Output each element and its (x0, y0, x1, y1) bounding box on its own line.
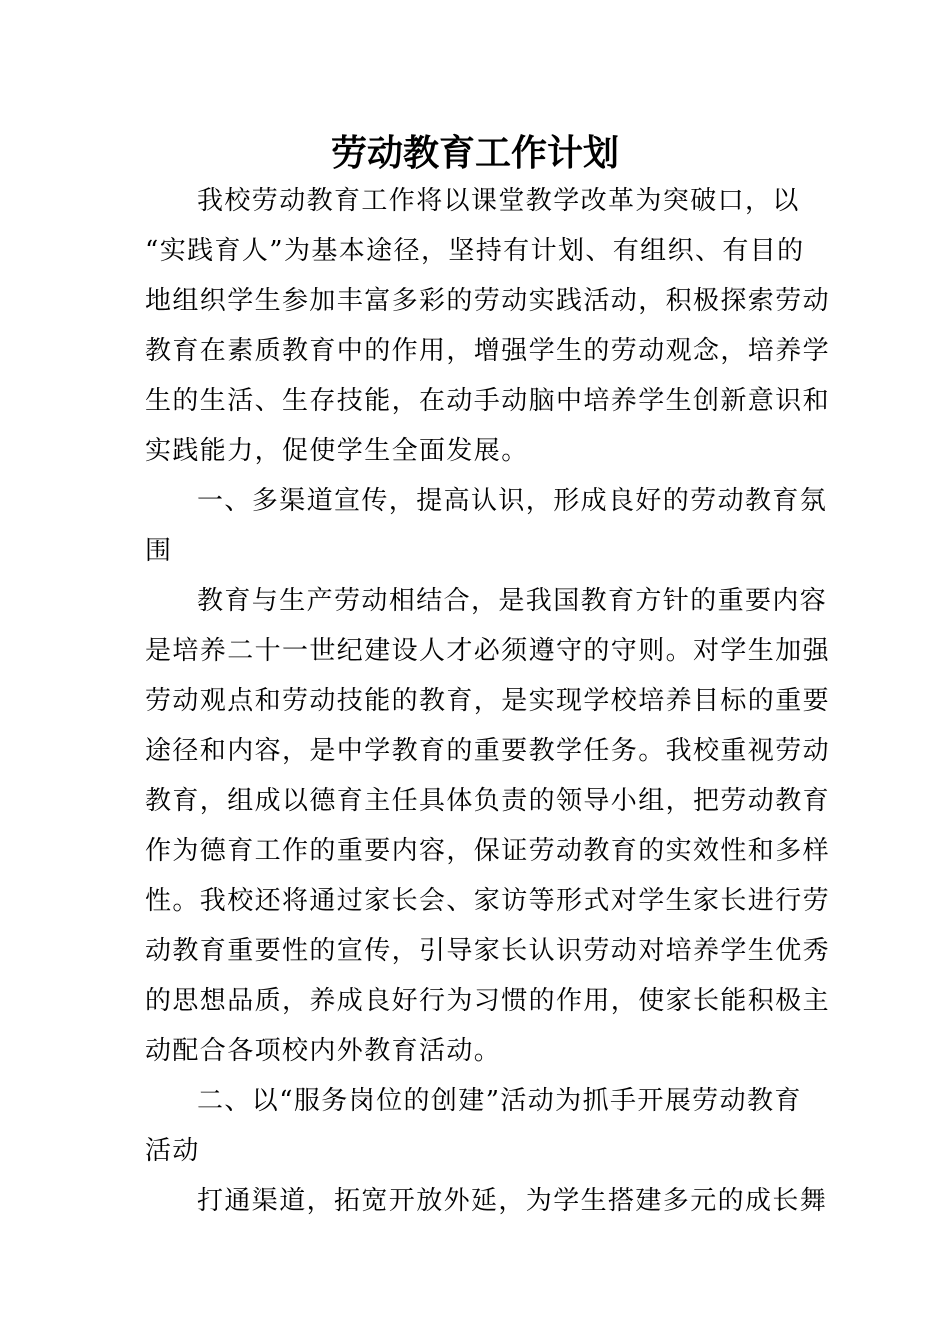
paragraph-line: 性。我校还将通过家长会、家访等形式对学生家长进行劳 (145, 886, 831, 916)
paragraph-line: 的思想品质，养成良好行为习惯的作用，使家长能积极主 (145, 986, 831, 1016)
paragraph-line: 教育，组成以德育主任具体负责的领导小组，把劳动教育 (145, 786, 831, 816)
document-title: 劳动教育工作计划 (330, 132, 619, 174)
paragraph-line: 作为德育工作的重要内容，保证劳动教育的实效性和多样 (145, 836, 831, 866)
paragraph-line: 生的生活、生存技能，在动手动脑中培养学生创新意识和 (145, 386, 831, 416)
paragraph-line: 实践能力，促使学生全面发展。 (145, 436, 529, 466)
paragraph-line: 打通渠道，拓宽开放外延，为学生搭建多元的成长舞 (197, 1186, 828, 1216)
paragraph-line: 劳动观点和劳动技能的教育，是实现学校培养目标的重要 (145, 686, 831, 716)
section-heading-line: 围 (145, 536, 173, 566)
section-heading-line: 二、以“服务岗位的创建”活动为抓手开展劳动教育 (197, 1086, 802, 1116)
paragraph-line: 地组织学生参加丰富多彩的劳动实践活动，积极探索劳动 (145, 286, 831, 316)
paragraph-line: 我校劳动教育工作将以课堂教学改革为突破口，以 (197, 186, 800, 216)
paragraph-line: 是培养二十一世纪建设人才必须遵守的守则。对学生加强 (145, 636, 831, 666)
paragraph-line: “实践育人”为基本途径，坚持有计划、有组织、有目的 (145, 236, 805, 266)
section-heading-line: 一、多渠道宣传，提高认识，形成良好的劳动教育氛 (197, 486, 828, 516)
paragraph-line: 途径和内容，是中学教育的重要教学任务。我校重视劳动 (145, 736, 831, 766)
paragraph-line: 教育与生产劳动相结合，是我国教育方针的重要内容 (197, 586, 828, 616)
paragraph-line: 动配合各项校内外教育活动。 (145, 1036, 502, 1066)
paragraph-line: 动教育重要性的宣传，引导家长认识劳动对培养学生优秀 (145, 936, 831, 966)
section-heading-line: 活动 (145, 1136, 200, 1166)
paragraph-line: 教育在素质教育中的作用，增强学生的劳动观念，培养学 (145, 336, 831, 366)
